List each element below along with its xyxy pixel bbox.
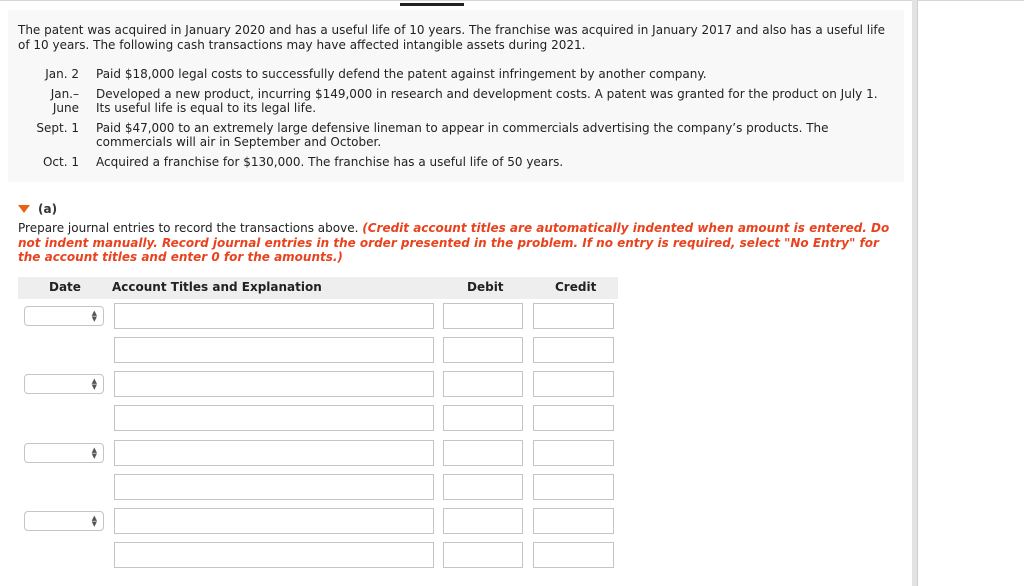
account-title-input[interactable]: [114, 303, 434, 329]
debit-input[interactable]: [443, 440, 523, 466]
credit-input[interactable]: [533, 371, 614, 397]
transaction-description: Developed a new product, incurring $149,000 in research and development costs. A patent was granted for the product on July 1. Its useful life is equal to its legal life.: [96, 87, 878, 115]
debit-input[interactable]: [443, 337, 523, 363]
transaction-date: Jan. 2: [45, 67, 79, 81]
account-title-input[interactable]: [114, 440, 434, 466]
problem-intro: The patent was acquired in January 2020 and has a useful life of 10 years. The franchise was acquired in January 2017 and also has a useful life of 10 years. The following cash transactions may have affected intangible assets during 2021.: [18, 23, 886, 52]
select-arrows-icon: ▲ ▼: [91, 309, 97, 323]
account-title-input[interactable]: [114, 405, 434, 431]
date-select[interactable]: [24, 374, 104, 394]
part-label: (a): [38, 202, 58, 216]
select-arrows-icon: ▲ ▼: [91, 377, 97, 391]
debit-input[interactable]: [443, 405, 523, 431]
part-instructions: [18, 221, 898, 265]
credit-input[interactable]: [533, 542, 614, 568]
part-a-toggle[interactable]: [18, 202, 57, 216]
top-rule: [0, 0, 912, 1]
right-panel-top-rule: [918, 0, 1024, 1]
account-title-input[interactable]: [114, 542, 434, 568]
header-debit: Debit: [467, 280, 504, 294]
transaction-description: Paid $47,000 to an extremely large defensive lineman to appear in commercials advertising the company’s products. The commercials will air in September and October.: [96, 121, 829, 149]
credit-input[interactable]: [533, 440, 614, 466]
date-select[interactable]: [24, 511, 104, 531]
debit-input[interactable]: [443, 474, 523, 500]
transaction-date: Jan.– June: [50, 87, 79, 115]
transaction-description: Paid $18,000 legal costs to successfully defend the patent against infringement by another company.: [96, 67, 707, 81]
credit-input[interactable]: [533, 508, 614, 534]
credit-input[interactable]: [533, 474, 614, 500]
header-date: Date: [49, 280, 81, 294]
debit-input[interactable]: [443, 371, 523, 397]
credit-input[interactable]: [533, 303, 614, 329]
debit-input[interactable]: [443, 508, 523, 534]
right-panel-divider-line: [917, 0, 918, 586]
date-select[interactable]: [24, 443, 104, 463]
debit-input[interactable]: [443, 303, 523, 329]
debit-input[interactable]: [443, 542, 523, 568]
header-account-titles: Account Titles and Explanation: [112, 280, 322, 294]
account-title-input[interactable]: [114, 337, 434, 363]
select-arrows-icon: ▲ ▼: [91, 514, 97, 528]
header-credit: Credit: [555, 280, 597, 294]
journal-table-header: [18, 277, 618, 299]
credit-input[interactable]: [533, 405, 614, 431]
credit-input[interactable]: [533, 337, 614, 363]
transaction-date: Sept. 1: [36, 121, 79, 135]
transaction-date: Oct. 1: [42, 155, 79, 169]
account-title-input[interactable]: [114, 508, 434, 534]
transaction-description: Acquired a franchise for $130,000. The franchise has a useful life of 50 years.: [96, 155, 564, 169]
date-select[interactable]: [24, 306, 104, 326]
instruction-text: Prepare journal entries to record the transactions above.: [18, 221, 363, 235]
account-title-input[interactable]: [114, 371, 434, 397]
account-title-input[interactable]: [114, 474, 434, 500]
collapse-triangle-icon[interactable]: [18, 205, 30, 213]
instruction-emphasis: (Credit account titles are automatically indented when amount is entered. Do not indent manually. Record journal entries in the order presented in the problem. If no entry is required, select "No Entry" for the account titles and enter 0 for the amounts.): [18, 221, 890, 264]
select-arrows-icon: ▲ ▼: [91, 446, 97, 460]
active-tab-indicator: [400, 3, 464, 6]
